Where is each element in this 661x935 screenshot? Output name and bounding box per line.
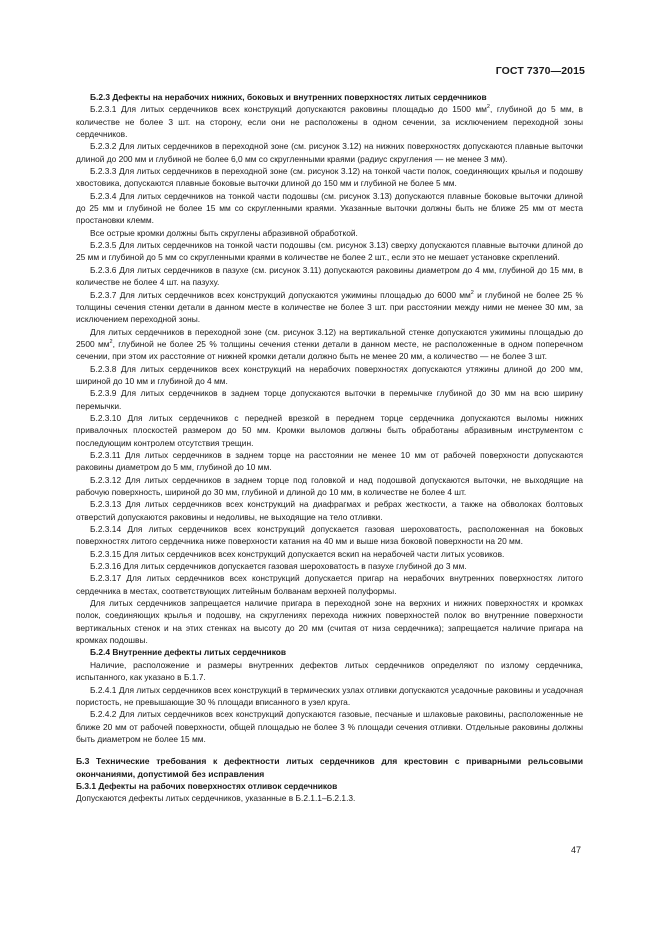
paragraph-b235: Б.2.3.5 Для литых сердечников на тонкой части подошвы (см. рисунок 3.13) сверху допускаются плавные выточки длиной до 25 мм и глубиной до 5 мм со скругленными краями в количестве не более 2 шт., если это не мешает установке скреплений.	[76, 240, 583, 263]
paragraph-b2316: Б.2.3.16 Для литых сердечников допускается газовая шероховатость в пазухе глубиной до 3 мм.	[90, 561, 467, 572]
document-body	[76, 91, 583, 805]
paragraph-b236: Б.2.3.6 Для литых сердечников в пазухе (см. рисунок 3.11) допускаются раковины диаметром до 4 мм, глубиной до 15 мм, в количестве не более 4 шт. на пазуху.	[76, 264, 583, 288]
paragraph-burn-prohibition: Для литых сердечников запрещается наличие пригара в переходной зоне на верхних и нижних поверхностях и кромках полок, соединяющих крылья и подошву, на скруглениях перехода нижних поверхностей полок во внутренние поверхности вертикальных стенок и на этих стенках на высоту до 20 мм (считая от низа сердечника); запрещается наличие пригара на кромках подошвы.	[76, 598, 583, 646]
paragraph-b2312: Б.2.3.12 Для литых сердечников в заднем торце под головкой и над подошвой допускаются выточки, не выходящие на рабочую поверхность, шириной до 30 мм, глубиной и длиной до 10 мм, в количестве не более 4 шт.	[76, 474, 583, 497]
paragraph-b2310: Б.2.3.10 Для литых сердечников с передней врезкой в переднем торце сердечника допускаются выломы нижних привалочных плоскостей размером до 50 мм. Кромки выломов должны быть обработаны абразивным инструментом с последующим контролем отсутствия трещин.	[76, 412, 583, 448]
section-b3-title: Б.3 Технические требования к дефектности литых сердечников для крестовин с приварными рельсовыми окончаниями, допустимой без исправления	[76, 756, 583, 779]
paragraph-b2313: Б.2.3.13 Для литых сердечников всех конструкций на диафрагмах и ребрах жесткости, а также на обволоках болтовых отверстий допускаются раковины и недоливы, не выходящие на тело отливки.	[76, 499, 583, 522]
paragraph-b238: Б.2.3.8 Для литых сердечников всех конструкций на нерабочих поверхностях допускаются утяжины длиной до 200 мм, шириной до 10 мм и глубиной до 4 мм.	[76, 363, 583, 386]
paragraph-b233: Б.2.3.3 Для литых сердечников в переходной зоне (см. рисунок 3.12) на тонкой части полок, соединяющих крылья и подошву хвостовика, допускаются плавные боковые выточки длиной до 150 мм и глубиной не более 5 мм.	[76, 166, 583, 189]
page-number: 47	[570, 845, 581, 855]
section-b31-title: Б.3.1 Дефекты на рабочих поверхностях отливок сердечников	[76, 780, 338, 791]
paragraph-b239: Б.2.3.9 Для литых сердечников в заднем торце допускаются выточки в перемычке глубиной до 30 мм на всю ширину перемычки.	[76, 388, 583, 411]
paragraph-b2314: Б.2.3.14 Для литых сердечников всех конструкций допускается газовая шероховатость, расположенная на боковых поверхностях литого сердечника ниже поверхности катания на 40 мм и выше низа боковой поверхности на 20 мм.	[76, 524, 583, 547]
paragraph-b2315: Б.2.3.15 Для литых сердечников всех конструкций допускается вскип на нерабочей части литых усовиков.	[90, 548, 505, 559]
section-b24-title: Б.2.4 Внутренние дефекты литых сердечников	[90, 647, 287, 658]
section-b23-title: Б.2.3 Дефекты на нерабочих нижних, боковых и внутренних поверхностях литых сердечников	[90, 92, 487, 102]
paragraph-b237: Б.2.3.7 Для литых сердечников всех конструкций допускаются ужимины площадью до 6000 $мм^2$ и глубиной не более 25 % толщины сечения стенки детали в данном месте в количестве не более 3 шт. при расстоянии между ними не менее 30 мм, за исключением переходной зоны.	[76, 289, 583, 325]
paragraph-b31: Допускаются дефекты литых сердечников, указанные в Б.2.1.1–Б.2.1.3.	[76, 793, 356, 804]
paragraph-b2311: Б.2.3.11 Для литых сердечников в заднем торце на расстоянии не менее 10 мм от рабочей поверхности допускаются раковины диаметром до 5 мм, глубиной до 10 мм.	[76, 449, 583, 473]
paragraph-b241: Б.2.4.1 Для литых сердечников всех конструкций в термических узлах отливки допускаются усадочные раковины и усадочная пористость, не превышающие 30 % площади вписанного в узел круга.	[76, 684, 583, 707]
paragraph-b2317: Б.2.3.17 Для литых сердечников всех конструкций допускается пригар на нерабочих внутренних поверхностях литого сердечника в местах, соответствующих литейным болванам верхней полуформы.	[76, 573, 583, 596]
paragraph-sharp-edges: Все острые кромки должны быть скруглены абразивной обработкой.	[90, 227, 358, 238]
standard-header: ГОСТ 7370—2015	[495, 65, 585, 77]
paragraph-b231: Б.2.3.1 Для литых сердечников всех конструкций допускаются раковины площадью до 1500 $мм^2$, глубиной до 5 мм, в количестве не более 3 шт. на сторону, если они не расположены в одном сечении, за исключением переходной зоны сердечников.	[76, 104, 583, 140]
paragraph-b234: Б.2.3.4 Для литых сердечников на тонкой части подошвы (см. рисунок 3.13) допускаются плавные боковые выточки длиной до 25 мм и глубиной не более 15 мм со скругленными краями. Указанные выточки должны быть не ближе 25 мм от места простановки клемм.	[76, 190, 583, 226]
paragraph-b242: Б.2.4.2 Для литых сердечников всех конструкций допускаются газовые, песчаные и шлаковые раковины, расположенные не ближе 20 мм от рабочей поверхности, общей площадью не более 3 % площади сечения отливки. Отдельные раковины должны быть диаметром не более 15 мм.	[76, 709, 583, 744]
paragraph-b232: Б.2.3.2 Для литых сердечников в переходной зоне (см. рисунок 3.12) на нижних поверхностях допускаются плавные выточки длиной до 200 мм и глубиной не более 6,0 мм со скругленными краями (радиус скругления — не менее 3 мм).	[76, 141, 583, 164]
paragraph-b24-intro: Наличие, расположение и размеры внутренних дефектов литых сердечников определяют по излому сердечника, испытанного, как указано в Б.1.7.	[76, 659, 583, 683]
paragraph-transition-zone: Для литых сердечников в переходной зоне (см. рисунок 3.12) на вертикальной стенке допускаются ужимины площадью до 2500 $мм^2$, глубиной не более 25 % толщины сечения стенки детали в данном месте, не расположенные в одном поперечном сечении, при этом их расстояние от нижней кромки детали должно быть не менее 20 мм, а количество — не более 3 шт.	[76, 326, 583, 362]
